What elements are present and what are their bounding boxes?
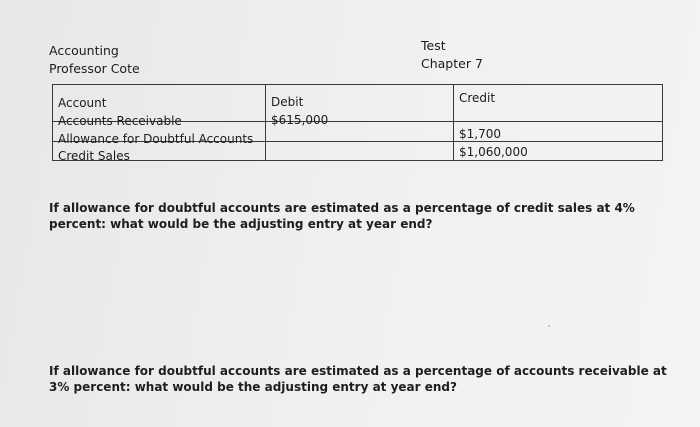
test-label: Test [421, 38, 446, 53]
professor-name: Professor Cote [49, 61, 140, 76]
column-divider [453, 85, 454, 160]
table-row-credit: $1,060,000 [459, 145, 528, 159]
table-row-account: Accounts Receivable [58, 114, 182, 128]
question-accounts-receivable: If allowance for doubtful accounts are estimated as a percentage of accounts receivable at 3% percent: what would be the adjusting entry at year end? [49, 364, 667, 394]
paper-speck [548, 325, 550, 327]
course-title: Accounting [49, 43, 119, 58]
table-row-account: Credit Sales [58, 149, 130, 163]
column-header-account: Account [58, 96, 107, 110]
table-row-debit: $615,000 [271, 113, 329, 127]
column-header-credit: Credit [459, 91, 496, 105]
table-row-credit: $1,700 [459, 127, 501, 141]
column-divider [265, 85, 266, 160]
ledger-table [52, 84, 663, 161]
chapter-label: Chapter 7 [421, 56, 483, 71]
question-credit-sales: If allowance for doubtful accounts are estimated as a percentage of credit sales at 4% percent: what would be the adjusting entry at year end? [49, 201, 635, 231]
table-row-account: Allowance for Doubtful Accounts [58, 132, 254, 146]
column-header-debit: Debit [271, 95, 304, 109]
